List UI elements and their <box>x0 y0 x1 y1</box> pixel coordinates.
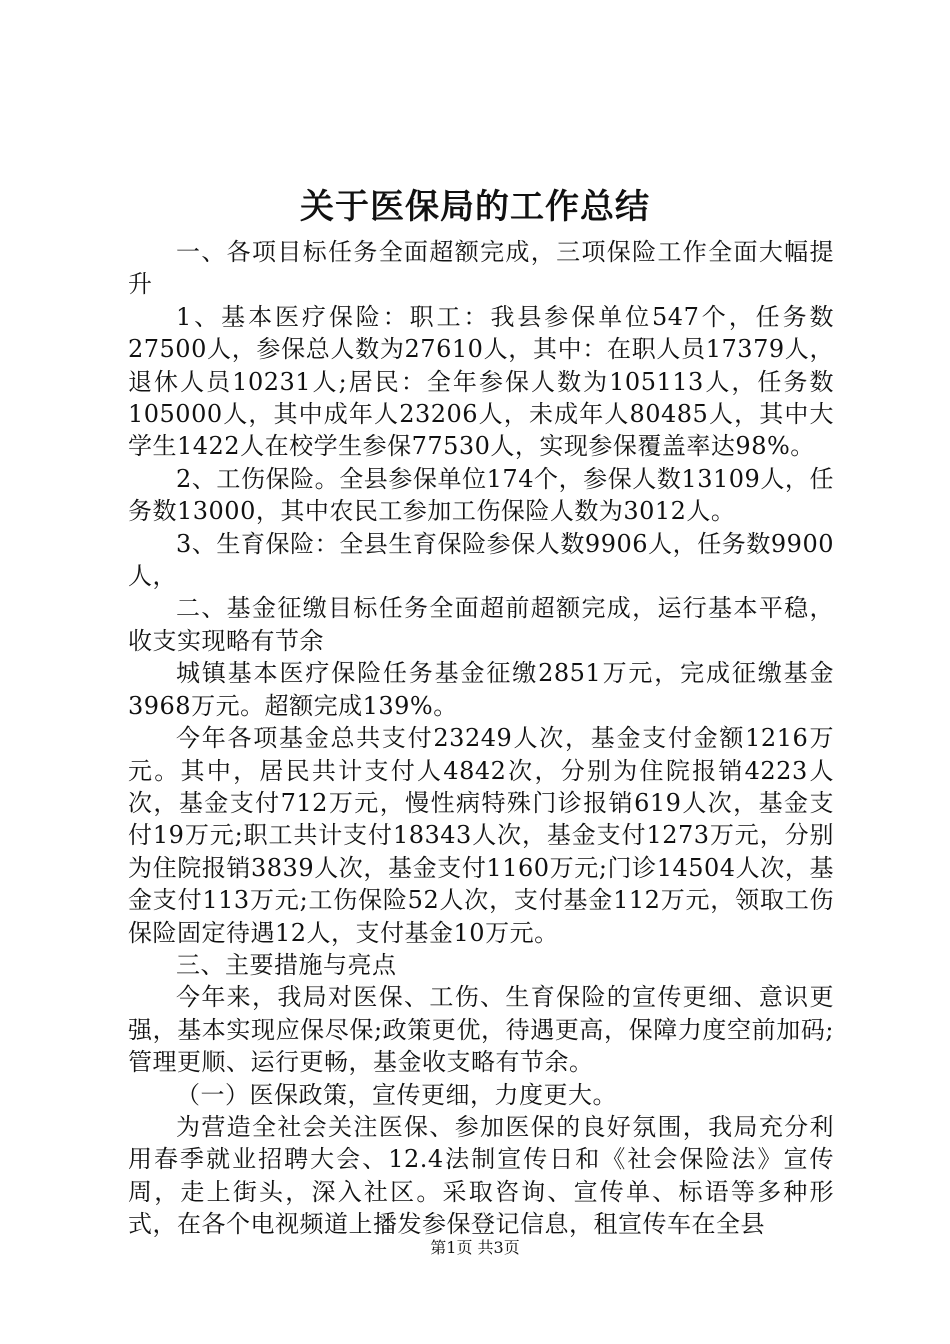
paragraph-publicity: 为营造全社会关注医保、参加医保的良好氛围，我局充分利用春季就业招聘大会、12.4法制宣传日和《社会保险法》宣传周，走上街头，深入社区。采取咨询、宣传单、标语等多种形式，在各个电视频道上播发参保登记信息，租宣传车在全县 <box>128 1112 834 1239</box>
paragraph-fund-collection: 城镇基本医疗保险任务基金征缴2851万元，完成征缴基金3968万元。超额完成139%。 <box>128 659 834 720</box>
document-body <box>128 236 834 1241</box>
paragraph-work-injury-insurance: 2、工伤保险。全县参保单位174个，参保人数13109人，任务数13000，其中农民工参加工伤保险人数为3012人。 <box>128 464 834 526</box>
document-title: 关于医保局的工作总结 <box>300 187 650 227</box>
paragraph-basic-medical-insurance: 1、基本医疗保险：职工：我县参保单位547个，任务数27500人，参保总人数为27610人，其中：在职人员17379人，退休人员10231人;居民：全年参保人数为105113人，任务数105000人，其中成年人23206人，未成年人80485人，其中大学生1422人在校学生参保77530人，实现参保覆盖率达98%。 <box>128 302 834 461</box>
paragraph-section-1-heading: 一、各项目标任务全面超额完成，三项保险工作全面大幅提升 <box>128 238 834 299</box>
paragraph-section-2-heading: 二、基金征缴目标任务全面超前超额完成，运行基本平稳，收支实现略有节余 <box>128 594 834 655</box>
paragraph-subsection-1-heading: （一）医保政策，宣传更细，力度更大。 <box>176 1080 617 1109</box>
paragraph-measures-summary: 今年来，我局对医保、工伤、生育保险的宣传更细、意识更强，基本实现应保尽保;政策更优，待遇更高，保障力度空前加码;管理更顺、运行更畅，基金收支略有节余。 <box>128 983 834 1077</box>
paragraph-maternity-insurance: 3、生育保险：全县生育保险参保人数9906人，任务数9900人， <box>128 529 834 591</box>
paragraph-fund-payments: 今年各项基金总共支付23249人次，基金支付金额1216万元。其中，居民共计支付人4842次，分别为住院报销4223人次，基金支付712万元，慢性病特殊门诊报销619人次，基金支付19万元;职工共计支付18343人次，基金支付1273万元，分别为住院报销3839人次，基金支付1160万元;门诊14504人次，基金支付113万元;工伤保险52人次，支付基金112万元，领取工伤保险固定待遇12人，支付基金10万元。 <box>128 724 834 947</box>
page-number-footer: 第1页 共3页 <box>430 1238 520 1257</box>
paragraph-section-3-heading: 三、主要措施与亮点 <box>176 950 397 979</box>
